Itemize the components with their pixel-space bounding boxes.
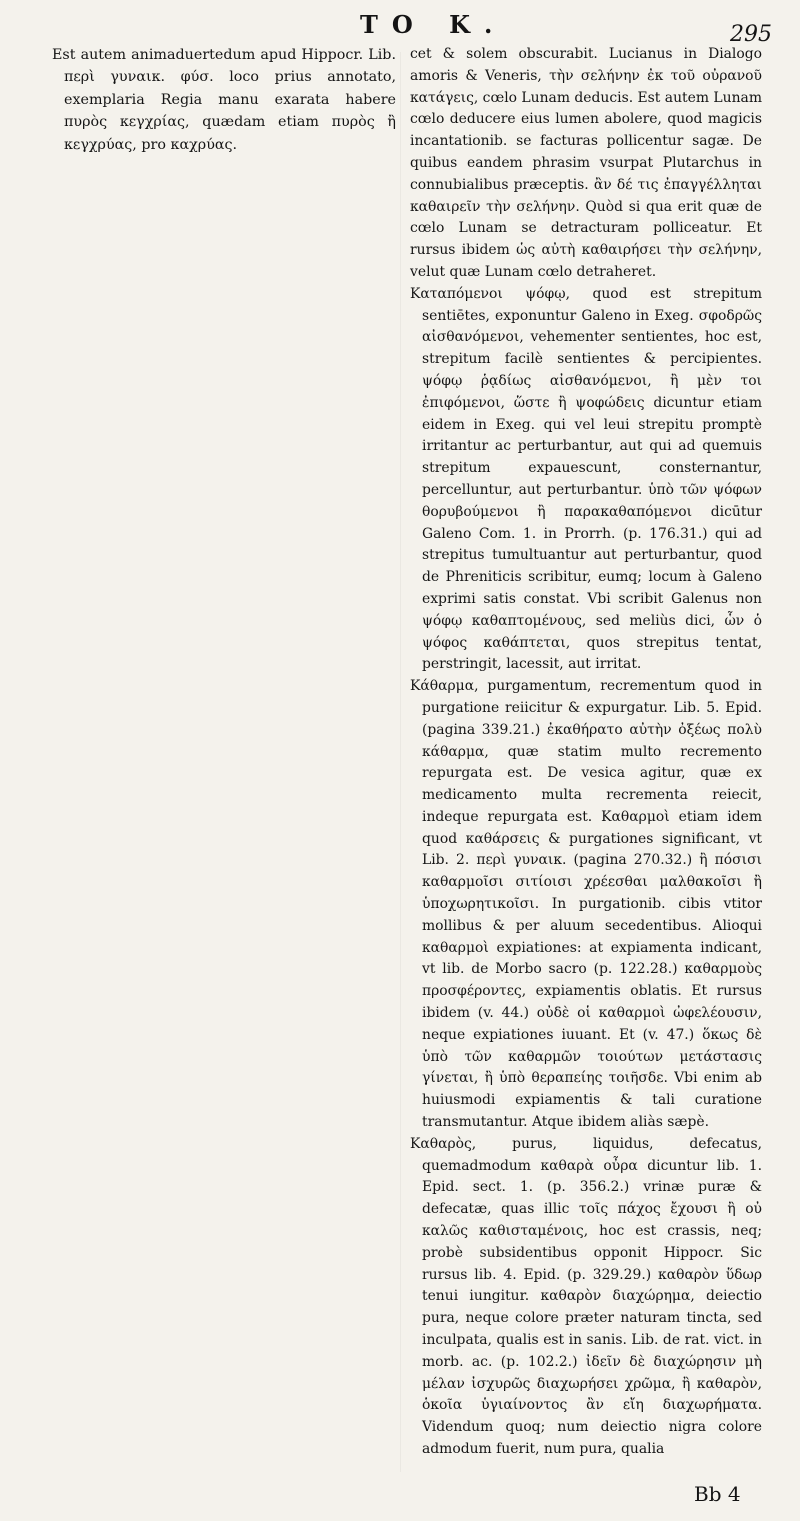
column-gutter [400,52,401,1472]
signature-mark: Bb 4 [694,1482,741,1506]
right-column [410,44,762,1461]
page-header [0,8,800,47]
right-paragraph-1: cet & solem obscurabit. Lucianus in Dialogo amoris & Veneris, τὴν σελήνην ἐκ τοῦ οὐρανοῦ κατάγεις, cœlo Lunam deducis. Est autem Lunam cœlo deducere eius lumen abolere, quod magicis incantationib. se facturas pollicentur sagæ. De quibus eandem phrasim vsurpat Plutarchus in connubialibus præceptis. ἂν δέ τις ἐπαγγέλληται καθαιρεῖν τὴν σελήνην. Quòd si qua erit quæ de cœlo Lunam se detracturam polliceatur. Et rursus ibidem ὡς αὐτὴ καθαιρήσει τὴν σελήνην, velut quæ Lunam cœlo detraheret. [410,46,762,280]
entry-katharma: Κάθαρμα, purgamentum, recrementum quod in purgatione reiicitur & expurgatur. Lib. 5. Epid. (pagina 339.21.) ἐκαθήρατο αὐτὴν ὀξέως πολὺ κάθαρμα, quæ statim multo recremento repurgata est. De vesica agitur, quæ ex medicamento multa recrementa reiecit, indeque repurgata est. Καθαρμοὶ etiam idem quod καθάρσεις & purgationes significant, vt Lib. 2. περὶ γυναικ. (pagina 270.32.) ἢ πόσισι καθαρμοῖσι σιτίοισι χρέεσθαι μαλθακοῖσι ἢ ὑποχωρητικοῖσι. In purgationib. cibis vtitor mollibus & per aluum secedentibus. Alioqui καθαρμοὶ expiationes: at expiamenta indicant, vt lib. de Morbo sacro (p. 122.28.) καθαρμοὺς προσφέροντες, expiamentis oblatis. Et rursus ibidem (v. 44.) οὐδὲ οἱ καθαρμοὶ ὠφελέουσιν, neque expiationes iuuant. Et (v. 47.) ὅκως δὲ ὑπὸ τῶν καθαρμῶν τοιούτων μετάστασις γίνεται, ἢ ὑπὸ θεραπείης τοιῆσδε. Vbi enim ab huiusmodi expiamentis & tali curatione transmutantur. Atque ibidem aliàs sæpè. [410,678,762,1131]
running-head: TO K. [360,10,507,39]
page-footer [0,1480,800,1510]
page-number: 295 [730,22,772,47]
left-column [52,44,396,156]
left-paragraph-1: Est autem animaduertedum apud Hippocr. Lib. περὶ γυναικ. φύσ. loco prius annotato, exemplaria Regia manu exarata habere πυρὸς κεγχρίας, quædam etiam πυρὸς ἢ κεγχρύας, pro καχρύας. [52,47,396,153]
entry-katharos: Καθαρὸς, purus, liquidus, defecatus, quemadmodum καθαρὰ οὖρα dicuntur lib. 1. Epid. sect. 1. (p. 356.2.) vrinæ puræ & defecatæ, quas illic τοῖς πάχος ἔχουσι ἢ οὐ καλῶς καθισταμένοις, hoc est crassis, neq; probè subsidentibus opponit Hippocr. Sic rursus lib. 4. Epid. (p. 329.29.) καθαρὸν ὕδωρ tenui iungitur. καθαρὸν διαχώρημα, deiectio pura, neque colore præter naturam tincta, sed inculpata, qualis est in sanis. Lib. de rat. vict. in morb. ac. (p. 102.2.) ἰδεῖν δὲ διαχώρησιν μὴ μέλαν ἰσχυρῶς διαχωρήσει χρῶμα, ἢ καθαρὸν, ὁκοῖα ὑγιαίνοντος ἂν εἴη διαχωρήματα. Videndum quoq; num deiectio nigra colore admodum fuerit, num pura, qualia [410,1135,762,1457]
entry-katapomenoi: Καταπόμενοι ψόφῳ, quod est strepitum sentiētes, exponuntur Galeno in Exeg. σφοδρῶς αἰσθανόμενοι, vehementer sentientes, hoc est, strepitum facilè sentientes & percipientes. ψόφῳ ῥᾳδίως αἰσθανόμενοι, ἢ μὲν τοι ἐπιφόμενοι, ὥστε ἢ ψοφώδεις dicuntur etiam eidem in Exeg. qui vel leui strepitu promptè irritantur ac perturbantur, aut qui ad quemuis strepitum expauescunt, consternantur, percelluntur, aut perturbantur. ὑπὸ τῶν ψόφων θορυβούμενοι ἢ παρακαθαπόμενοι dicūtur Galeno Com. 1. in Prorrh. (p. 176.31.) qui ad strepitus tumultuantur aut perturbantur, quod de Phreniticis scribitur, eumq; locum à Galeno exprimi satis constat. Vbi scribit Galenus non ψόφῳ καθαπτομένους, sed meliùs dici, ὧν ὁ ψόφος καθάπτεται, quos strepitus tentat, perstringit, lacessit, aut irritat. [410,285,762,673]
